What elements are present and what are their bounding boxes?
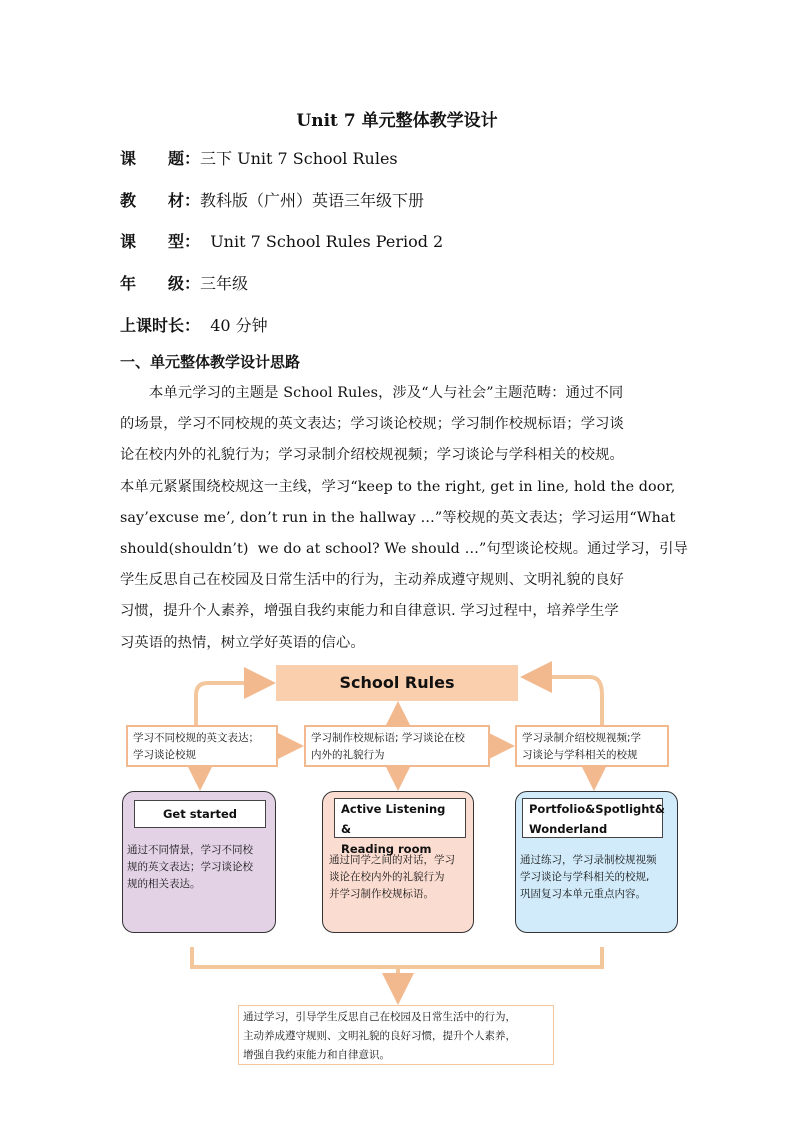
card-desc-line: 巩固复习本单元重点内容。 [520,888,646,900]
meta-value: 三下 Unit 7 School Rules [200,149,398,168]
paragraph-line: 本单元紧紧围绕校规这一主线，学习“keep to the right, get in line, hold the door, [120,478,676,495]
step-box-1 [126,725,278,767]
connector-left [196,683,268,725]
step-line: 内外的礼貌行为 [311,749,385,761]
card-description [520,852,675,903]
meta-label: 上课时长： [120,316,201,335]
card-title [334,798,466,856]
card-desc-line: 规的英文表达；学习谈论校 [127,861,253,873]
step-line: 习谈论与学科相关的校规 [522,749,638,761]
meta-row-textbook [120,190,424,212]
bracket [192,947,602,967]
summary-line: 通过学习，引导学生反思自己在校园及日常生活中的行为， [243,1011,516,1023]
step-line: 学习制作校规标语; 学习谈论在校 [311,732,465,744]
meta-value: 40 分钟 [200,316,268,335]
card-title-line: Reading room [341,842,432,856]
connector-right [528,677,602,725]
paragraph-line: 习惯，提升个人素养，增强自我约束能力和自律意识. 学习过程中，培养学生学 [120,603,619,620]
paragraph-line: 本单元学习的主题是 School Rules，涉及“人与社会”主题范畴：通过不同 [149,385,624,401]
card-get-started [122,791,276,933]
meta-label: 课 题： [120,149,201,168]
paragraph-line: 学生反思自己在校园及日常生活中的行为，主动养成遵守规则、文明礼貌的良好 [120,572,624,589]
meta-label: 年 级： [120,274,201,293]
step-line: 学习谈论校规 [133,749,196,761]
step-line: 学习不同校规的英文表达； [133,732,259,744]
meta-row-grade [120,273,248,295]
meta-label: 课 型： [120,232,201,251]
meta-row-topic [120,148,398,170]
card-title-line: Portfolio&Spotlight& [529,802,665,816]
card-description [127,842,273,893]
section-paragraph [120,378,688,659]
section-heading: 一、单元整体教学设计思路 [120,353,301,371]
card-title-line: Active Listening & [341,802,446,836]
school-rules-title-box: School Rules [276,665,518,701]
meta-row-lesson-type [120,231,443,253]
card-desc-line: 学习谈论与学科相关的校规, [520,871,650,883]
step-line: 学习录制介绍校规视频;学 [522,732,642,744]
card-title-line: Get started [162,807,238,821]
card-desc-line: 并学习制作校规标语。 [329,888,434,900]
step-box-3 [515,725,669,767]
card-desc-line: 通过不同情景，学习不同校 [127,844,253,856]
meta-label: 教 材： [120,191,201,210]
meta-row-duration [120,315,268,337]
card-title-line: Wonderland [529,822,608,836]
paragraph-line: 习英语的热情，树立学好英语的信心。 [120,634,365,651]
summary-box [238,1005,554,1065]
meta-value: Unit 7 School Rules Period 2 [200,232,444,251]
paragraph-line: 论在校内外的礼貌行为；学习录制介绍校规视频；学习谈论与学科相关的校规。 [120,447,624,464]
paragraph-line: 的场景，学习不同校规的英文表达；学习谈论校规；学习制作校规标语；学习谈 [120,416,624,433]
paragraph-line: say’excuse me’, don’t run in the hallway …”等校规的英文表达；学习运用“What [120,509,676,526]
card-desc-line: 谈论在校内外的礼貌行为 [329,871,445,883]
card-desc-line: 通过练习，学习录制校规视频 [520,854,657,866]
meta-value: 教科版（广州）英语三年级下册 [200,191,425,210]
unit-design-diagram [0,655,794,1075]
document-title: Unit 7 单元整体教学设计 [296,111,498,131]
paragraph-line: should(shouldn’t) we do at school? We should …”句型谈论校规。通过学习，引导 [120,541,688,558]
card-title [522,798,663,838]
card-desc-line: 规的相关表达。 [127,878,201,890]
meta-value: 三年级 [200,274,249,293]
summary-line: 增强自我约束能力和自律意识。 [243,1049,390,1061]
card-portfolio [515,791,678,933]
card-title [134,800,266,828]
step-box-2 [304,725,490,767]
summary-line: 主动养成遵守规则、文明礼貌的良好习惯，提升个人素养， [243,1030,516,1042]
card-description [329,852,471,903]
card-active-listening [322,791,474,933]
card-desc-line: 通过同学之间的对话，学习 [329,854,455,866]
